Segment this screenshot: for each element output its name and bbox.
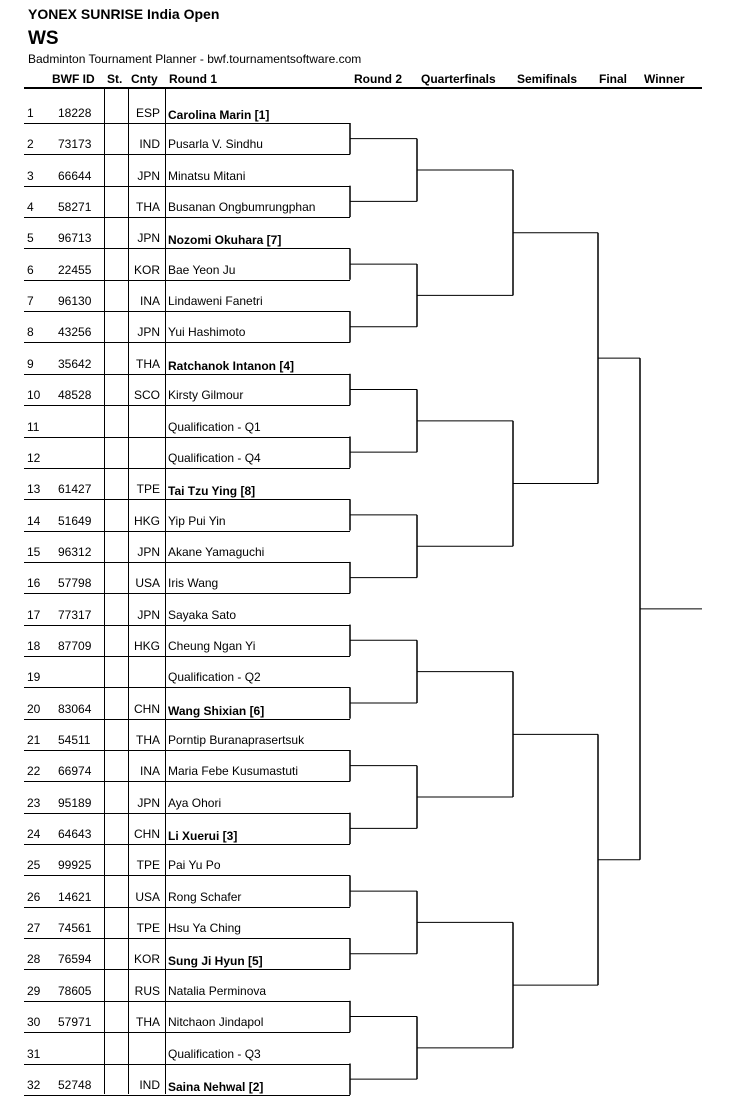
entry-player-name: Nitchaon Jindapol	[168, 1015, 264, 1030]
entry-bwf-id: 77317	[58, 607, 92, 622]
entry-country: THA	[136, 200, 160, 215]
entry-player-name: Natalia Perminova	[168, 983, 267, 998]
entry-country: THA	[136, 356, 160, 371]
entry-player-name: Tai Tzu Ying [8]	[168, 484, 256, 499]
entry-player-name: Minatsu Mitani	[168, 168, 246, 183]
entry-bwf-id: 96713	[58, 231, 92, 246]
entry-bwf-id: 96130	[58, 294, 92, 309]
entry-country: JPN	[137, 325, 160, 340]
entry-bwf-id: 78605	[58, 983, 92, 998]
entry-number: 6	[27, 262, 34, 277]
entry-bwf-id: 43256	[58, 325, 92, 340]
col-status: St.	[107, 72, 123, 86]
entry-player-name: Kirsty Gilmour	[168, 388, 244, 403]
entry-bwf-id: 66644	[58, 168, 92, 183]
entry-number: 21	[27, 733, 41, 747]
entry-number: 16	[27, 576, 41, 591]
entry-number: 2	[27, 137, 34, 152]
subtitle: Badminton Tournament Planner - bwf.tournamentsoftware.com	[28, 52, 362, 66]
entry-player-name: Pai Yu Po	[168, 858, 221, 873]
entry-player-name: Qualification - Q2	[168, 670, 261, 685]
entry-bwf-id: 95189	[58, 795, 92, 810]
entry-number: 14	[27, 513, 41, 528]
entry-country: TPE	[136, 921, 160, 936]
entry-bwf-id: 54511	[58, 733, 91, 747]
entry-number: 19	[27, 670, 41, 685]
entry-player-name: Busanan Ongbumrungphan	[168, 200, 316, 215]
entry-number: 32	[27, 1077, 41, 1092]
col-final: Final	[599, 72, 628, 86]
entry-country: TPE	[136, 858, 160, 873]
entry-player-name: Yui Hashimoto	[168, 325, 246, 340]
entry-number: 4	[27, 200, 34, 215]
entry-number: 1	[27, 106, 34, 120]
entry-player-name: Qualification - Q1	[168, 419, 261, 434]
entry-player-name: Saina Nehwal [2]	[168, 1079, 264, 1094]
entry-number: 13	[27, 482, 41, 497]
entry-bwf-id: 99925	[58, 858, 92, 873]
entry-bwf-id: 64643	[58, 827, 92, 842]
entry-player-name: Hsu Ya Ching	[168, 921, 241, 936]
entry-bwf-id: 51649	[58, 513, 92, 528]
entry-country: HKG	[133, 638, 160, 653]
entry-player-name: Maria Febe Kusumastuti	[168, 764, 299, 779]
entry-country: THA	[136, 1015, 160, 1030]
entry-player-name: Qualification - Q3	[168, 1046, 261, 1061]
entry-number: 30	[27, 1015, 41, 1030]
entry-bwf-id: 22455	[58, 262, 92, 277]
entry-bwf-id: 83064	[58, 701, 92, 716]
entry-country: INA	[139, 294, 160, 309]
entry-player-name: Li Xuerui [3]	[168, 829, 238, 844]
col-semifinals: Semifinals	[517, 72, 578, 86]
entry-country: RUS	[134, 983, 160, 998]
entry-player-name: Akane Yamaguchi	[168, 544, 265, 559]
entry-player-name: Cheung Ngan Yi	[168, 638, 256, 653]
event-title: WS	[28, 28, 59, 49]
entry-country: IND	[139, 137, 160, 152]
col-bwf-id: BWF ID	[52, 72, 95, 86]
entry-country: KOR	[133, 952, 160, 967]
entry-number: 26	[27, 889, 41, 904]
entry-country: SCO	[133, 388, 160, 403]
entry-country: CHN	[134, 827, 160, 842]
entry-country: JPN	[137, 544, 160, 559]
entry-number: 11	[27, 419, 40, 434]
entry-number: 29	[27, 983, 41, 998]
entry-number: 8	[27, 325, 34, 340]
entry-country: JPN	[137, 231, 160, 246]
entry-country: CHN	[134, 701, 160, 716]
entry-number: 18	[27, 638, 41, 653]
col-winner: Winner	[644, 72, 685, 86]
entry-country: THA	[136, 733, 160, 747]
entry-country: HKG	[133, 513, 160, 528]
entry-bwf-id: 66974	[58, 764, 92, 779]
entry-number: 10	[27, 388, 41, 403]
entry-country: IND	[139, 1077, 160, 1092]
entry-player-name: Rong Schafer	[168, 889, 242, 904]
entry-bwf-id: 35642	[58, 356, 92, 371]
col-country: Cnty	[131, 72, 158, 86]
col-round1: Round 1	[169, 72, 217, 86]
entry-number: 7	[27, 294, 34, 309]
entry-number: 9	[27, 356, 34, 371]
col-quarterfinals: Quarterfinals	[421, 72, 496, 86]
entry-bwf-id: 58271	[58, 200, 92, 215]
entry-player-name: Iris Wang	[168, 576, 219, 591]
entry-country: USA	[135, 576, 160, 591]
entry-bwf-id: 18228	[58, 106, 92, 120]
entry-bwf-id: 96312	[58, 544, 92, 559]
entry-bwf-id: 48528	[58, 388, 92, 403]
entry-number: 23	[27, 795, 41, 810]
entry-country: JPN	[137, 607, 160, 622]
entry-country: TPE	[136, 482, 160, 497]
entry-player-name: Yip Pui Yin	[168, 513, 226, 528]
entry-country: USA	[135, 889, 160, 904]
entry-number: 31	[27, 1046, 41, 1061]
entry-bwf-id: 57971	[58, 1015, 92, 1030]
entry-number: 17	[27, 607, 41, 622]
entry-number: 25	[27, 858, 41, 873]
entry-bwf-id: 73173	[58, 137, 92, 152]
entry-bwf-id: 57798	[58, 576, 92, 591]
tournament-title: YONEX SUNRISE India Open	[28, 6, 220, 22]
entry-number: 20	[27, 701, 41, 716]
entry-player-name: Lindaweni Fanetri	[168, 294, 263, 309]
entry-bwf-id: 61427	[58, 482, 92, 497]
entry-bwf-id: 76594	[58, 952, 92, 967]
entry-number: 15	[27, 544, 41, 559]
entry-country: ESP	[135, 106, 160, 120]
entry-bwf-id: 74561	[58, 921, 92, 936]
entry-country: JPN	[137, 168, 160, 183]
entry-country: KOR	[133, 262, 160, 277]
entry-bwf-id: 87709	[58, 638, 92, 653]
entry-player-name: Nozomi Okuhara [7]	[168, 233, 282, 248]
entry-country: INA	[139, 764, 160, 779]
entry-number: 24	[27, 827, 41, 842]
entry-player-name: Sung Ji Hyun [5]	[168, 954, 263, 969]
entry-player-name: Porntip Buranaprasertsuk	[168, 733, 305, 747]
entry-player-name: Bae Yeon Ju	[168, 262, 236, 277]
entry-player-name: Aya Ohori	[168, 795, 222, 810]
entry-number: 27	[27, 921, 41, 936]
entry-player-name: Carolina Marin [1]	[168, 108, 270, 122]
entry-number: 22	[27, 764, 41, 779]
entry-number: 28	[27, 952, 41, 967]
entry-player-name: Ratchanok Intanon [4]	[168, 358, 295, 373]
entry-country: JPN	[137, 795, 160, 810]
col-round2: Round 2	[354, 72, 402, 86]
entry-number: 5	[27, 231, 34, 246]
entry-bwf-id: 52748	[58, 1077, 92, 1092]
entry-player-name: Pusarla V. Sindhu	[168, 137, 263, 152]
entry-player-name: Sayaka Sato	[168, 607, 237, 622]
entry-player-name: Wang Shixian [6]	[168, 703, 265, 718]
entry-number: 12	[27, 450, 41, 465]
entry-player-name: Qualification - Q4	[168, 450, 261, 465]
entry-bwf-id: 14621	[58, 889, 92, 904]
entry-number: 3	[27, 168, 34, 183]
